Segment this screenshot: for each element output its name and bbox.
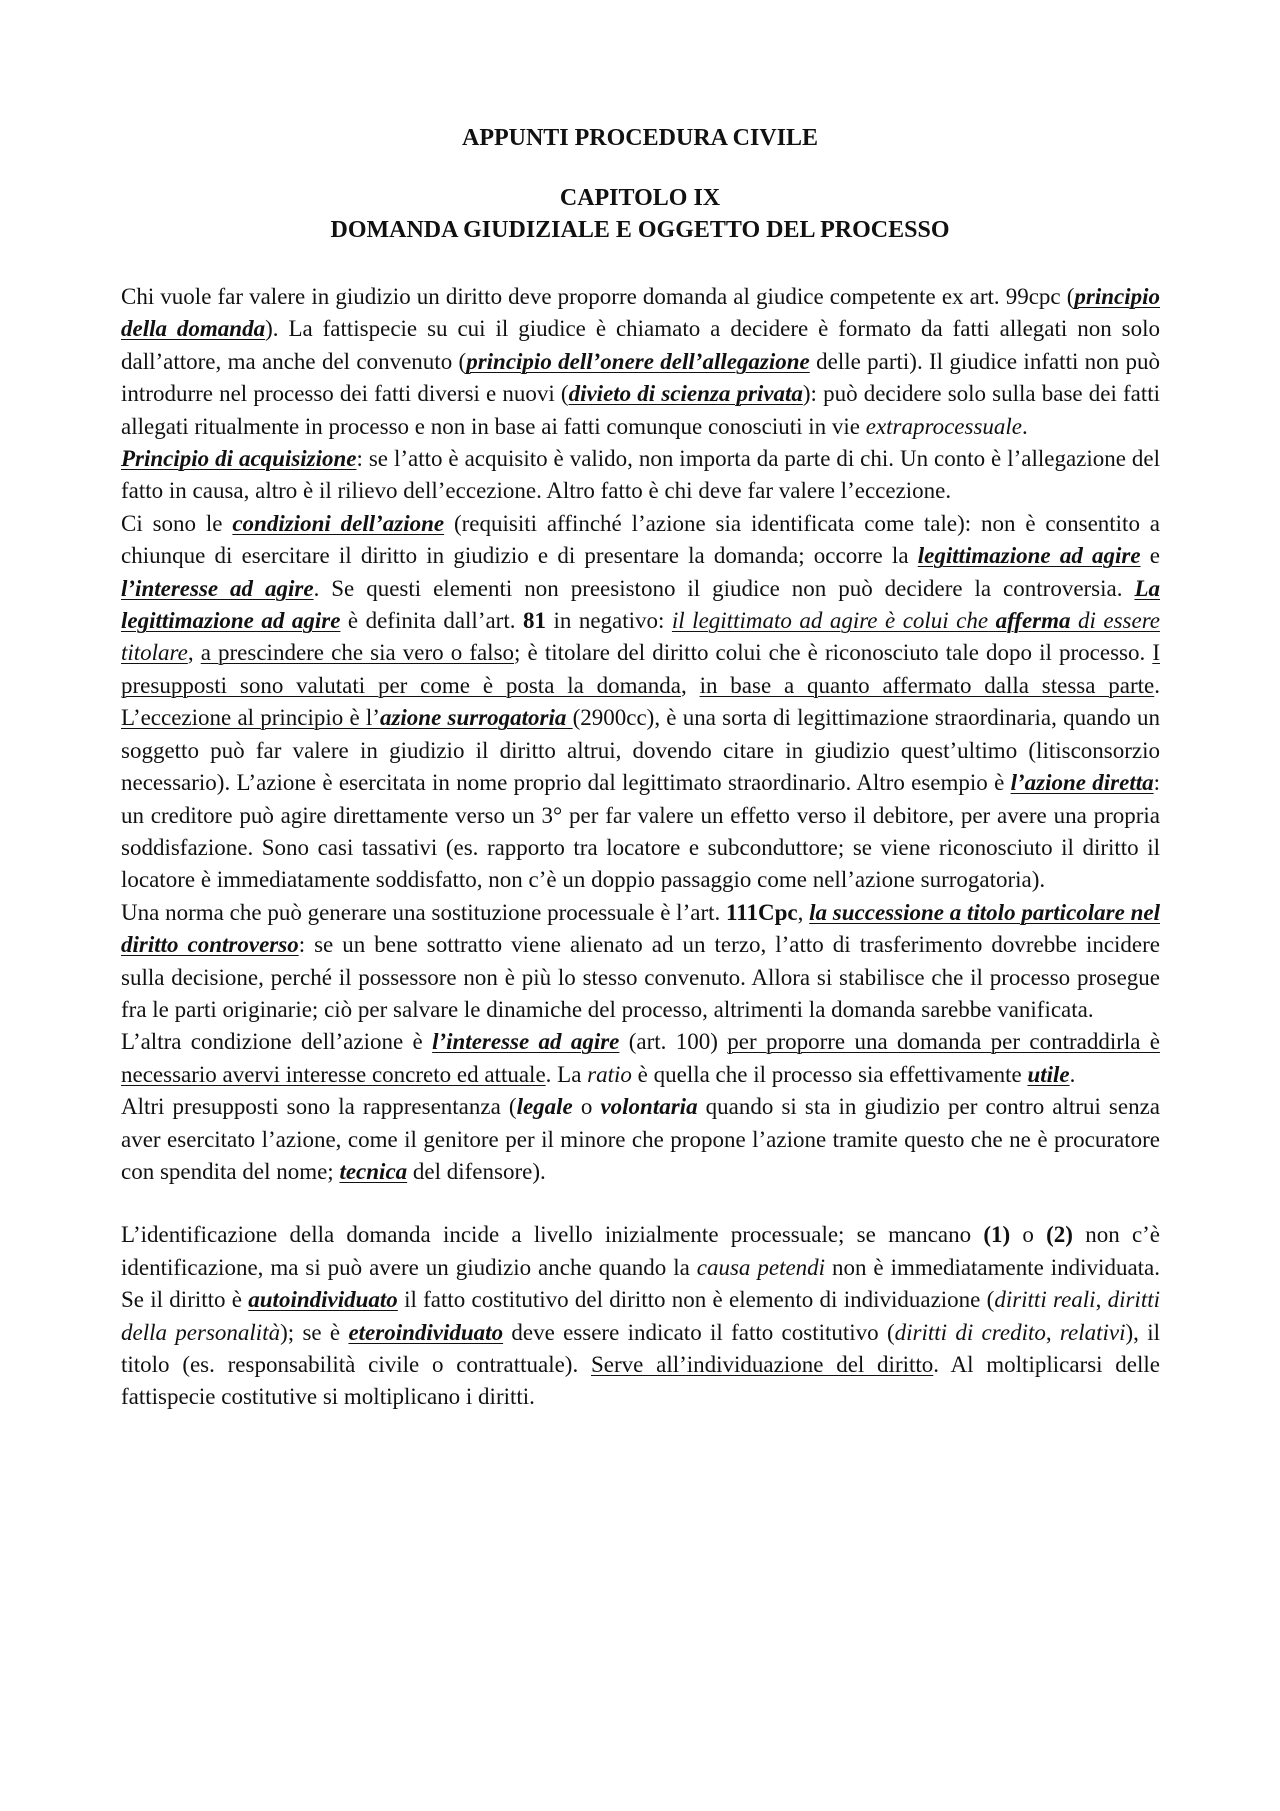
term-azione-surrogatoria: azione surrogatoria [379, 705, 567, 731]
text-run: (art. 100) [619, 1029, 728, 1055]
text-run: . [1069, 1061, 1076, 1087]
term-utile: utile [1027, 1061, 1070, 1087]
term-autoindividuato: autoindividuato [248, 1287, 398, 1313]
text-run: Ci sono le [121, 510, 233, 536]
document-body [121, 281, 1160, 1414]
term-diritti-reali: diritti reali [994, 1287, 1096, 1313]
text-run: . La [545, 1061, 588, 1087]
term-extraprocessuale: extraprocessuale [865, 413, 1023, 439]
text-run: L’altra condizione dell’azione è [121, 1029, 433, 1055]
text-run: non è immediatamente individuata. Se il diritto è [121, 1254, 1160, 1313]
paragraph-principio-domanda [121, 281, 1160, 443]
term-interesse-ad-agire: l’interesse ad agire [121, 575, 314, 601]
term-ratio: ratio [587, 1061, 632, 1087]
term-diritti-personalita: diritti della personalità [121, 1287, 1160, 1345]
term-successione-titolo-particolare: la successione a titolo particolare nel diritto controverso [121, 899, 1160, 958]
term-azione-diretta: l’azione diretta [1010, 770, 1154, 796]
term-legittimazione-ad-agire: legittimazione ad agire [917, 543, 1141, 569]
chapter-number: CAPITOLO IX [559, 185, 721, 211]
term-onere-allegazione: principio dell’onere dell’allegazione [466, 348, 810, 374]
text-run: è quella che il processo sia effettivamente [631, 1061, 1028, 1087]
term-divieto-scienza-privata: divieto di scienza privata [568, 381, 803, 407]
text-run: , [1045, 1319, 1060, 1345]
underlined-run: di essere titolare [121, 608, 1160, 666]
term-relativi: relativi [1059, 1319, 1126, 1345]
article-number: 81 [522, 608, 546, 634]
paragraph-identificazione [121, 1219, 1160, 1413]
text-run: in negativo: [545, 608, 672, 634]
text-run: , [797, 899, 810, 925]
article-number: 111Cpc [726, 899, 798, 925]
paragraph-principio-acquisizione [121, 443, 1160, 508]
underlined-run: il legittimato ad agire è colui che [671, 608, 989, 634]
text-run: deve essere indicato il fatto costitutivo ( [503, 1319, 895, 1345]
term-causa-petendi: causa petendi [696, 1254, 826, 1280]
text-run: ). La fattispecie su cui il giudice è chiamato a decidere è formato da fatti allegati non solo dall’attore, ma anche del convenuto ( [121, 316, 1160, 374]
reference-1: (1) [983, 1222, 1011, 1248]
underlined-run: in base a quanto affermato dalla stessa parte [699, 672, 1155, 698]
text-run: ; è titolare del diritto colui che è riconosciuto tale dopo il processo. [514, 640, 1153, 666]
term-diritti-credito: diritti di credito [894, 1319, 1046, 1345]
text-run: : se un bene sottratto viene alienato ad un terzo, l’atto di trasferimento dovrebbe incidere sulla decisione, perché il possessore non è più lo stesso convenuto. Allora si stabilisce che il processo prosegue fra le parti originarie; ciò per salvare le dinamiche del processo, altrimenti la domanda sarebbe vanificata. [121, 932, 1161, 1022]
underlined-run: I presupposti sono valutati per come è posta la domanda [121, 640, 1160, 698]
term-condizioni-azione: condizioni dell’azione [232, 510, 445, 536]
chapter-title: DOMANDA GIUDIZIALE E OGGETTO DEL PROCESSO [330, 217, 950, 243]
paragraph-condizioni-azione [121, 508, 1160, 897]
underlined-run [988, 608, 995, 633]
text-run: o [572, 1094, 601, 1120]
text-run: ); se è [280, 1319, 349, 1345]
underlined-run: a prescindere che sia vero o falso [200, 640, 515, 666]
text-run: non c’è identificazione, ma si può avere un giudizio anche quando la [121, 1222, 1161, 1280]
term-eteroindividuato: eteroindividuato [348, 1319, 504, 1345]
document-title: APPUNTI PROCEDURA CIVILE [461, 125, 819, 151]
text-run: L’identificazione della domanda incide a livello inizialmente processuale; se mancano [121, 1222, 984, 1248]
underlined-run: per proporre una domanda per contraddirla è necessario avervi interesse concreto ed attuale [121, 1029, 1161, 1087]
paragraph-rappresentanza [121, 1091, 1160, 1188]
text-run: quando si sta in giudizio per contro altrui senza aver esercitato l’azione, come il genitore per il minore che propone l’azione tramite questo che ne è procuratore con spendita del nome; [121, 1094, 1161, 1184]
underlined-run [1071, 608, 1078, 633]
text-run: , [680, 672, 700, 698]
term-interesse-ad-agire-2: l’interesse ad agire [432, 1029, 620, 1055]
text-run: , [187, 640, 201, 666]
text-run: , [1095, 1287, 1108, 1313]
text-run: il fatto costitutivo del diritto non è elemento di individuazione ( [397, 1287, 995, 1313]
term-principio-domanda: principio della domanda [121, 284, 1160, 342]
text-run: : se l’atto è acquisito è valido, non importa da parte di chi. Un conto è l’allegazione del fatto in causa, altro è il rilievo dell’eccezione. Altro fatto è chi deve far valere l’eccezione. [121, 446, 1160, 504]
text-run: del difensore). [407, 1158, 546, 1184]
term-afferma: afferma [995, 608, 1071, 634]
text-run: (2900cc), è una sorta di legittimazione straordinaria, quando un soggetto può far valere in giudizio il diritto altrui, dovendo citare in giudizio quest’ultimo (litisconsorzio necessario). L’azione è esercitata in nome proprio dal legittimato straordinario. Altro esempio è [121, 705, 1161, 796]
text-run: è definita dall’art. [340, 608, 523, 634]
text-run: Una norma che può generare una sostituzione processuale è l’art. [121, 899, 727, 925]
text-run: ), il titolo (es. responsabilità civile o contrattuale). [121, 1319, 1160, 1377]
paragraph-spacer [121, 1188, 1160, 1219]
text-run: ): può decidere solo sulla base dei fatti allegati ritualmente in processo e non in base ai fatti comunque conosciuti in vie [121, 381, 1161, 439]
text-run: delle parti). Il giudice infatti non può introdurre nel processo dei fatti diversi e nuovi ( [121, 348, 1161, 407]
text-run: (requisiti affinché l’azione sia identificata come tale): non è consentito a chiunque di esercitare il diritto in giudizio e di presentare la domanda; occorre la [121, 510, 1161, 569]
underlined-run: Serve all’individuazione del diritto [590, 1352, 934, 1377]
text-run: o [1010, 1222, 1047, 1248]
text-run: e [1140, 543, 1160, 569]
term-tecnica: tecnica [339, 1158, 408, 1184]
text-run: . [1022, 413, 1028, 439]
term-volontaria: volontaria [600, 1094, 698, 1120]
underlined-run: L’eccezione al principio è l’ [121, 705, 380, 731]
reference-2: (2) [1046, 1222, 1073, 1248]
document-header [0, 122, 1280, 246]
paragraph-interesse-ad-agire [121, 1026, 1160, 1091]
text-run: . [1154, 672, 1161, 698]
term-principio-acquisizione: Principio di acquisizione [121, 446, 357, 472]
term-legittimazione-ad-agire-2: La legittimazione ad agire [121, 575, 1160, 634]
text-run: Altri presupposti sono la rappresentanza ( [121, 1094, 517, 1120]
term-legale: legale [516, 1094, 573, 1120]
text-run: . Al moltiplicarsi delle fattispecie costitutive si moltiplicano i diritti. [121, 1352, 1160, 1410]
text-run: . Se questi elementi non preesistono il giudice non può decidere la controversia. [313, 575, 1135, 601]
text-run: : un creditore può agire direttamente verso un 3° per far valere un effetto verso il debitore, per avere una propria soddisfazione. Sono casi tassativi (es. rapporto tra locatore e subconduttore; se viene riconosciuto il diritto il locatore è immediatamente soddisfatto, non c’è un doppio passaggio come nell’azione surrogatoria). [121, 770, 1160, 893]
paragraph-successione [121, 897, 1160, 1027]
text-run: Chi vuole far valere in giudizio un diritto deve proporre domanda al giudice competente ex art. 99cpc ( [121, 284, 1075, 309]
